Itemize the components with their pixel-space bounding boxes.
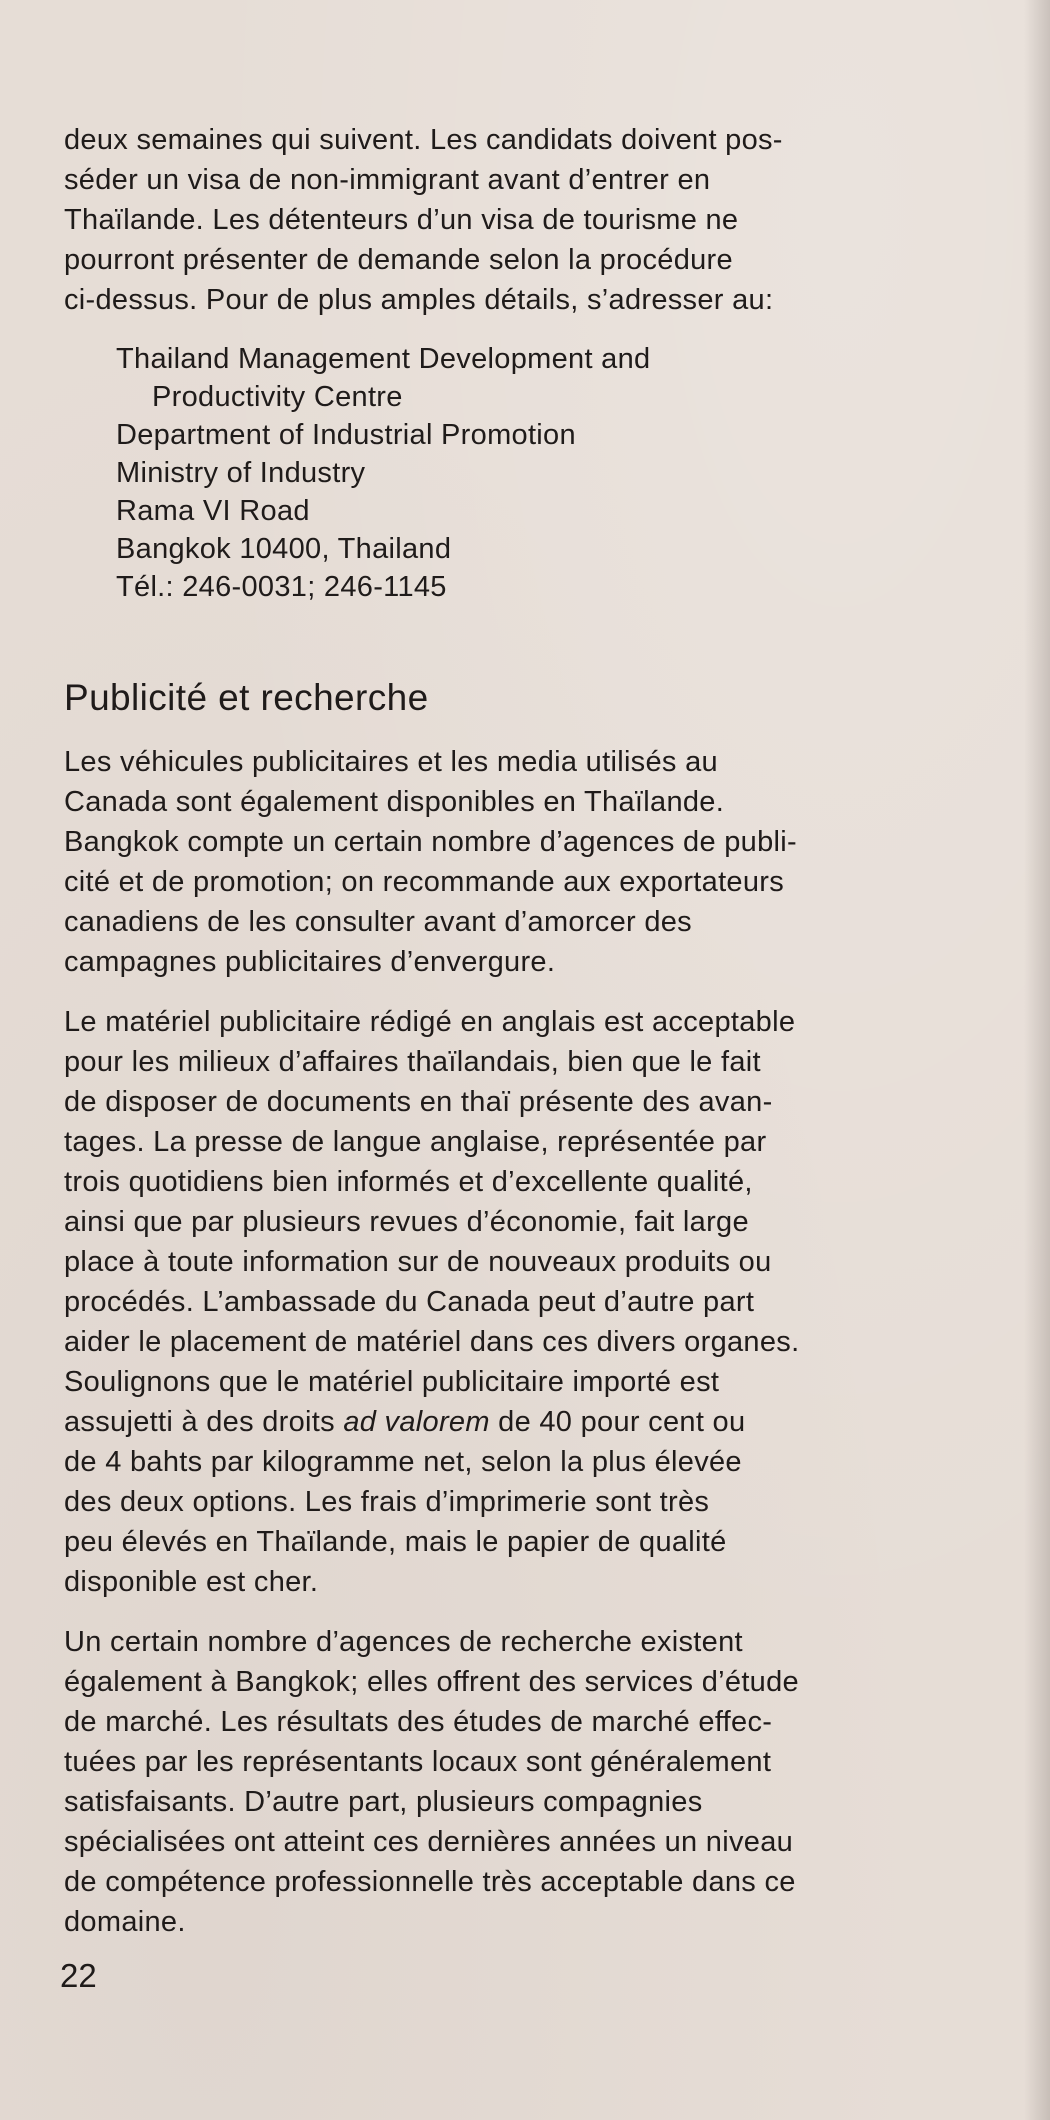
paragraph-text: assujetti à des droits <box>64 1406 344 1438</box>
paragraph-line: de compétence professionnelle très acceptable dans ce <box>64 1866 796 1898</box>
paragraph-line: tages. La presse de langue anglaise, représentée par <box>64 1126 767 1158</box>
contact-address <box>116 340 1004 606</box>
intro-line: pourront présenter de demande selon la procédure <box>64 244 733 276</box>
address-street: Rama VI Road <box>116 495 310 527</box>
address-city: Bangkok 10400, Thailand <box>116 533 452 565</box>
paragraph-line: trois quotidiens bien informés et d’excellente qualité, <box>64 1166 753 1198</box>
paragraph-line: ainsi que par plusieurs revues d’économie, fait large <box>64 1206 749 1238</box>
body-paragraph-3 <box>64 1622 1004 1942</box>
paragraph-line: place à toute information sur de nouveaux produits ou <box>64 1246 772 1278</box>
address-department: Department of Industrial Promotion <box>116 419 576 451</box>
paragraph-line: pour les milieux d’affaires thaïlandais, bien que le fait <box>64 1046 761 1078</box>
body-paragraph-1 <box>64 742 1004 982</box>
paragraph-line: domaine. <box>64 1906 186 1938</box>
page-number: 22 <box>60 1957 97 1994</box>
address-organization-continued: Productivity Centre <box>152 381 403 413</box>
paragraph-line: tuées par les représentants locaux sont généralement <box>64 1746 772 1778</box>
paragraph-line: Soulignons que le matériel publicitaire importé est <box>64 1366 720 1398</box>
intro-paragraph <box>64 120 1004 320</box>
paragraph-text: de 40 pour cent ou <box>489 1406 746 1438</box>
paragraph-line: canadiens de les consulter avant d’amorcer des <box>64 906 692 938</box>
paragraph-line: Les véhicules publicitaires et les media utilisés au <box>64 746 718 778</box>
paragraph-line: campagnes publicitaires d’envergure. <box>64 946 556 978</box>
paragraph-line: Bangkok compte un certain nombre d’agences de publi- <box>64 826 797 858</box>
paragraph-line-with-italic <box>64 1402 1004 1442</box>
section-heading: Publicité et recherche <box>64 677 429 718</box>
paragraph-line: satisfaisants. D’autre part, plusieurs compagnies <box>64 1786 703 1818</box>
intro-line: Thaïlande. Les détenteurs d’un visa de tourisme ne <box>64 204 739 236</box>
paragraph-line: cité et de promotion; on recommande aux exportateurs <box>64 866 785 898</box>
paragraph-line: spécialisées ont atteint ces dernières années un niveau <box>64 1826 794 1858</box>
paragraph-line: Le matériel publicitaire rédigé en anglais est acceptable <box>64 1006 796 1038</box>
intro-line: séder un visa de non-immigrant avant d’entrer en <box>64 164 711 196</box>
address-organization: Thailand Management Development and <box>116 343 651 375</box>
intro-line: deux semaines qui suivent. Les candidats doivent pos- <box>64 124 783 156</box>
paragraph-line: peu élevés en Thaïlande, mais le papier de qualité <box>64 1526 727 1558</box>
paragraph-line: de marché. Les résultats des études de marché effec- <box>64 1706 773 1738</box>
page-content <box>64 120 1004 1962</box>
address-phone: Tél.: 246-0031; 246-1145 <box>116 571 447 603</box>
paragraph-line: de 4 bahts par kilogramme net, selon la plus élevée <box>64 1446 742 1478</box>
page-edge-shadow <box>1024 0 1050 2120</box>
intro-line: ci-dessus. Pour de plus amples détails, s’adresser au: <box>64 284 774 316</box>
body-paragraph-2 <box>64 1002 1004 1602</box>
italic-term: ad valorem <box>343 1406 490 1438</box>
address-ministry: Ministry of Industry <box>116 457 366 489</box>
paragraph-line: aider le placement de matériel dans ces divers organes. <box>64 1326 800 1358</box>
paragraph-line: des deux options. Les frais d’imprimerie sont très <box>64 1486 710 1518</box>
paragraph-line: Canada sont également disponibles en Thaïlande. <box>64 786 725 818</box>
paragraph-line: procédés. L’ambassade du Canada peut d’autre part <box>64 1286 755 1318</box>
paragraph-line: disponible est cher. <box>64 1566 319 1598</box>
paragraph-line: Un certain nombre d’agences de recherche existent <box>64 1626 743 1658</box>
paragraph-line: de disposer de documents en thaï présente des avan- <box>64 1086 773 1118</box>
paragraph-line: également à Bangkok; elles offrent des services d’étude <box>64 1666 799 1698</box>
